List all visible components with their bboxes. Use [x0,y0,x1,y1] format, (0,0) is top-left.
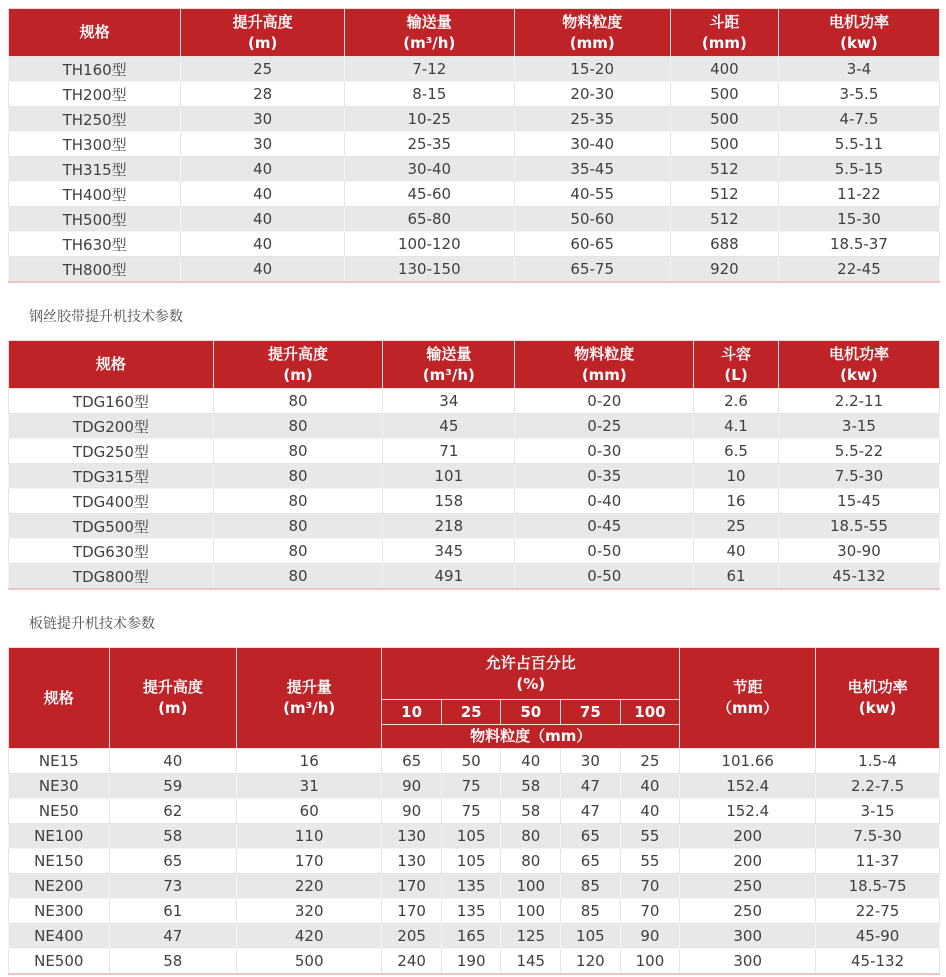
data-cell: 50 [441,749,501,774]
data-cell: 10-25 [345,107,514,132]
column-header [694,341,779,389]
column-header [181,9,345,57]
data-cell: 6.5 [694,439,779,464]
table-row [9,514,940,539]
table-row [9,232,940,257]
data-cell: 73 [109,874,237,899]
data-cell: 71 [383,439,515,464]
data-cell: 110 [237,824,382,849]
data-cell: 70 [620,874,680,899]
percent-header [441,700,501,725]
table-row [9,82,940,107]
header-text: 提升高度 [232,12,293,31]
data-cell: 34 [383,389,515,414]
data-cell: 40 [181,207,345,232]
header-text: 节距 [732,678,763,696]
data-cell: 20-30 [514,82,670,107]
table-row [9,107,940,132]
data-cell: 120 [561,949,621,975]
data-cell: 7-12 [345,57,514,82]
data-cell: 40 [181,182,345,207]
header-text: (L) [724,365,748,384]
data-cell: 90 [382,774,442,799]
section-label-steel-wire-belt-elevator: 钢丝胶带提升机技术参数 [29,309,183,325]
data-cell: 15-30 [778,207,939,232]
model-cell: TH400型 [9,182,181,207]
data-cell: 130 [382,824,442,849]
table-row [9,749,940,774]
column-header [514,9,670,57]
data-cell: 8-15 [345,82,514,107]
data-cell: 80 [501,824,561,849]
data-cell: 22-45 [778,257,939,283]
header-text: (mm) [701,33,747,52]
data-cell: 75 [441,774,501,799]
data-cell: 40 [181,257,345,283]
tdg-series-spec-table [8,340,940,590]
data-cell: 50-60 [514,207,670,232]
table-row [9,414,940,439]
header-text: （mm） [717,699,779,717]
header-text: 规格 [95,355,126,373]
data-cell: 30 [181,107,345,132]
header-text: (kw) [840,365,878,384]
data-cell: 40 [620,799,680,824]
table-row [9,257,940,283]
model-cell: TH250型 [9,107,181,132]
data-cell: 135 [441,874,501,899]
data-cell: 45 [383,414,515,439]
data-cell: 65 [109,849,237,874]
header-row-group [9,648,940,700]
data-cell: 80 [213,564,382,590]
header-text: 100 [634,702,666,721]
data-cell: 30-40 [514,132,670,157]
table-row [9,182,940,207]
data-cell: 7.5-30 [778,464,939,489]
header-text: (m) [283,365,313,384]
data-cell: 101.66 [680,749,816,774]
data-cell: 400 [670,57,778,82]
model-cell: NE200 [9,874,110,899]
table-row [9,539,940,564]
model-cell: TH160型 [9,57,181,82]
data-cell: 500 [237,949,382,975]
model-cell: TDG400型 [9,489,214,514]
header-text: 25 [460,702,482,721]
data-cell: 30-40 [345,157,514,182]
data-cell: 25-35 [345,132,514,157]
data-cell: 3-4 [778,57,939,82]
column-header [213,341,382,389]
header-text: 规格 [43,688,74,707]
data-cell: 45-132 [816,949,940,975]
table-row [9,899,940,924]
data-cell: 125 [501,924,561,949]
model-cell: TDG250型 [9,439,214,464]
data-cell: 218 [383,514,515,539]
table-row [9,564,940,590]
data-cell: 65-80 [345,207,514,232]
model-cell: NE150 [9,849,110,874]
ne-series-body [9,749,940,975]
data-cell: 190 [441,949,501,975]
data-cell: 58 [501,799,561,824]
column-header [9,648,110,749]
percent-header [620,700,680,725]
header-text: (m) [158,699,188,717]
data-cell: 320 [237,899,382,924]
data-cell: 58 [501,774,561,799]
data-cell: 15-45 [778,489,939,514]
column-header [680,648,816,749]
data-cell: 90 [382,799,442,824]
data-cell: 90 [620,924,680,949]
percent-header [561,700,621,725]
data-cell: 688 [670,232,778,257]
data-cell: 11-37 [816,849,940,874]
table-row [9,874,940,899]
data-cell: 7.5-30 [816,824,940,849]
data-cell: 3-15 [778,414,939,439]
column-header [345,9,514,57]
header-text: 物料粒度 [562,12,623,31]
table-row [9,849,940,874]
data-cell: 4-7.5 [778,107,939,132]
table-row [9,489,940,514]
model-cell: NE15 [9,749,110,774]
data-cell: 25-35 [514,107,670,132]
data-cell: 152.4 [680,774,816,799]
data-cell: 40 [694,539,779,564]
data-cell: 2.6 [694,389,779,414]
model-cell: TH300型 [9,132,181,157]
data-cell: 47 [561,799,621,824]
header-text: 斗容 [721,344,752,363]
data-cell: 101 [383,464,515,489]
table-row [9,57,940,82]
data-cell: 61 [109,899,237,924]
data-cell: 62 [109,799,237,824]
data-cell: 47 [109,924,237,949]
table-row [9,157,940,182]
header-text: 电机功率 [828,12,889,31]
header-text: 电机功率 [847,678,908,696]
data-cell: 40 [181,157,345,182]
data-cell: 59 [109,774,237,799]
header-text: 提升高度 [268,344,329,363]
model-cell: TH630型 [9,232,181,257]
column-header [383,341,515,389]
data-cell: 5.5-11 [778,132,939,157]
model-cell: TDG630型 [9,539,214,564]
data-cell: 512 [670,157,778,182]
data-cell: 40 [181,232,345,257]
model-cell: NE30 [9,774,110,799]
data-cell: 28 [181,82,345,107]
data-cell: 61 [694,564,779,590]
column-header [109,648,237,749]
model-cell: TH800型 [9,257,181,283]
data-cell: 18.5-55 [778,514,939,539]
data-cell: 130 [382,849,442,874]
header-text: 斗距 [709,12,740,31]
model-cell: TDG315型 [9,464,214,489]
th-series-spec-table [8,8,940,283]
th-series-body [9,57,940,283]
header-text: 输送量 [426,344,472,363]
data-cell: 1.5-4 [816,749,940,774]
header-text: 规格 [79,23,110,41]
data-cell: 2.2-7.5 [816,774,940,799]
header-text: 物料粒度 [574,344,635,363]
header-text: 电机功率 [828,344,889,363]
data-cell: 240 [382,949,442,975]
data-cell: 30 [181,132,345,157]
data-cell: 80 [213,439,382,464]
data-cell: 16 [237,749,382,774]
data-cell: 45-60 [345,182,514,207]
data-cell: 300 [680,949,816,975]
th-series-header [9,9,940,57]
header-text: 物料粒度（mm） [470,727,592,745]
data-cell: 491 [383,564,515,590]
percent-header [382,700,442,725]
data-cell: 4.1 [694,414,779,439]
data-cell: 18.5-75 [816,874,940,899]
data-cell: 11-22 [778,182,939,207]
table-row [9,924,940,949]
data-cell: 500 [670,82,778,107]
model-cell: TDG800型 [9,564,214,590]
ne-series-spec-table [8,647,940,975]
data-cell: 5.5-22 [778,439,939,464]
data-cell: 40 [620,774,680,799]
header-text: (mm) [569,33,615,52]
data-cell: 205 [382,924,442,949]
header-text: (m³/h) [403,33,456,52]
data-cell: 60-65 [514,232,670,257]
data-cell: 80 [213,489,382,514]
data-cell: 105 [441,849,501,874]
data-cell: 420 [237,924,382,949]
ne-series-header [9,648,940,749]
data-cell: 30-90 [778,539,939,564]
data-cell: 100 [501,874,561,899]
data-cell: 170 [382,874,442,899]
model-cell: NE400 [9,924,110,949]
header-text: (m³/h) [283,699,336,717]
column-header [9,9,181,57]
group-header [382,648,680,700]
model-cell: TH200型 [9,82,181,107]
data-cell: 55 [620,824,680,849]
data-cell: 80 [501,849,561,874]
data-cell: 0-35 [515,464,694,489]
header-text: (m³/h) [422,365,475,384]
header-text: (m) [247,33,278,52]
data-cell: 80 [213,389,382,414]
data-cell: 80 [213,514,382,539]
data-cell: 65-75 [514,257,670,283]
data-cell: 145 [501,949,561,975]
table-row [9,799,940,824]
header-text: 75 [579,702,601,721]
data-cell: 85 [561,899,621,924]
data-cell: 220 [237,874,382,899]
model-cell: TDG200型 [9,414,214,439]
model-cell: TH500型 [9,207,181,232]
data-cell: 152.4 [680,799,816,824]
data-cell: 250 [680,874,816,899]
data-cell: 200 [680,849,816,874]
data-cell: 3-15 [816,799,940,824]
data-cell: 0-45 [515,514,694,539]
data-cell: 25 [181,57,345,82]
data-cell: 58 [109,824,237,849]
data-cell: 25 [694,514,779,539]
header-text: 50 [520,702,542,721]
data-cell: 40-55 [514,182,670,207]
data-cell: 45-132 [778,564,939,590]
model-cell: NE50 [9,799,110,824]
data-cell: 130-150 [345,257,514,283]
table-row [9,207,940,232]
data-cell: 10 [694,464,779,489]
data-cell: 85 [561,874,621,899]
header-text: (%) [516,674,546,693]
column-header [515,341,694,389]
data-cell: 0-25 [515,414,694,439]
data-cell: 35-45 [514,157,670,182]
table-row [9,389,940,414]
header-text: 提升量 [286,678,332,696]
data-cell: 0-20 [515,389,694,414]
table-row [9,132,940,157]
data-cell: 200 [680,824,816,849]
data-cell: 40 [109,749,237,774]
data-cell: 25 [620,749,680,774]
data-cell: 22-75 [816,899,940,924]
data-cell: 345 [383,539,515,564]
data-cell: 135 [441,899,501,924]
data-cell: 55 [620,849,680,874]
data-cell: 165 [441,924,501,949]
data-cell: 100 [620,949,680,975]
granularity-header [382,725,680,749]
column-header [9,341,214,389]
data-cell: 500 [670,132,778,157]
data-cell: 250 [680,899,816,924]
data-cell: 300 [680,924,816,949]
data-cell: 65 [561,824,621,849]
data-cell: 65 [382,749,442,774]
data-cell: 512 [670,207,778,232]
table-row [9,464,940,489]
data-cell: 47 [561,774,621,799]
header-text: 允许占百分比 [485,653,576,672]
model-cell: TDG500型 [9,514,214,539]
column-header [778,9,939,57]
data-cell: 2.2-11 [778,389,939,414]
tdg-series-header [9,341,940,389]
data-cell: 100 [501,899,561,924]
data-cell: 170 [237,849,382,874]
data-cell: 80 [213,464,382,489]
percent-header [501,700,561,725]
data-cell: 100-120 [345,232,514,257]
data-cell: 105 [561,924,621,949]
model-cell: TDG160型 [9,389,214,414]
model-cell: NE100 [9,824,110,849]
data-cell: 920 [670,257,778,283]
column-header [816,648,940,749]
data-cell: 80 [213,414,382,439]
table-row [9,949,940,975]
header-text: 10 [401,702,423,721]
column-header [778,341,939,389]
header-row [9,341,940,389]
data-cell: 31 [237,774,382,799]
model-cell: NE500 [9,949,110,975]
data-cell: 0-40 [515,489,694,514]
header-row [9,9,940,57]
column-header [237,648,382,749]
section-label-plate-chain-elevator: 板链提升机技术参数 [29,616,155,632]
tdg-series-body [9,389,940,590]
data-cell: 60 [237,799,382,824]
data-cell: 500 [670,107,778,132]
data-cell: 0-50 [515,539,694,564]
data-cell: 58 [109,949,237,975]
data-cell: 30 [561,749,621,774]
table-row [9,824,940,849]
data-cell: 18.5-37 [778,232,939,257]
data-cell: 15-20 [514,57,670,82]
data-cell: 75 [441,799,501,824]
data-cell: 3-5.5 [778,82,939,107]
data-cell: 512 [670,182,778,207]
data-cell: 105 [441,824,501,849]
data-cell: 0-30 [515,439,694,464]
data-cell: 170 [382,899,442,924]
data-cell: 70 [620,899,680,924]
data-cell: 45-90 [816,924,940,949]
data-cell: 0-50 [515,564,694,590]
table-row [9,774,940,799]
data-cell: 16 [694,489,779,514]
header-text: (kw) [840,33,878,52]
header-text: 输送量 [406,12,452,31]
header-text: 提升高度 [142,678,203,696]
model-cell: NE300 [9,899,110,924]
data-cell: 40 [501,749,561,774]
table-row [9,439,940,464]
header-text: (mm) [581,365,627,384]
data-cell: 5.5-15 [778,157,939,182]
data-cell: 158 [383,489,515,514]
data-cell: 65 [561,849,621,874]
model-cell: TH315型 [9,157,181,182]
header-text: (kw) [858,699,897,717]
data-cell: 80 [213,539,382,564]
column-header [670,9,778,57]
